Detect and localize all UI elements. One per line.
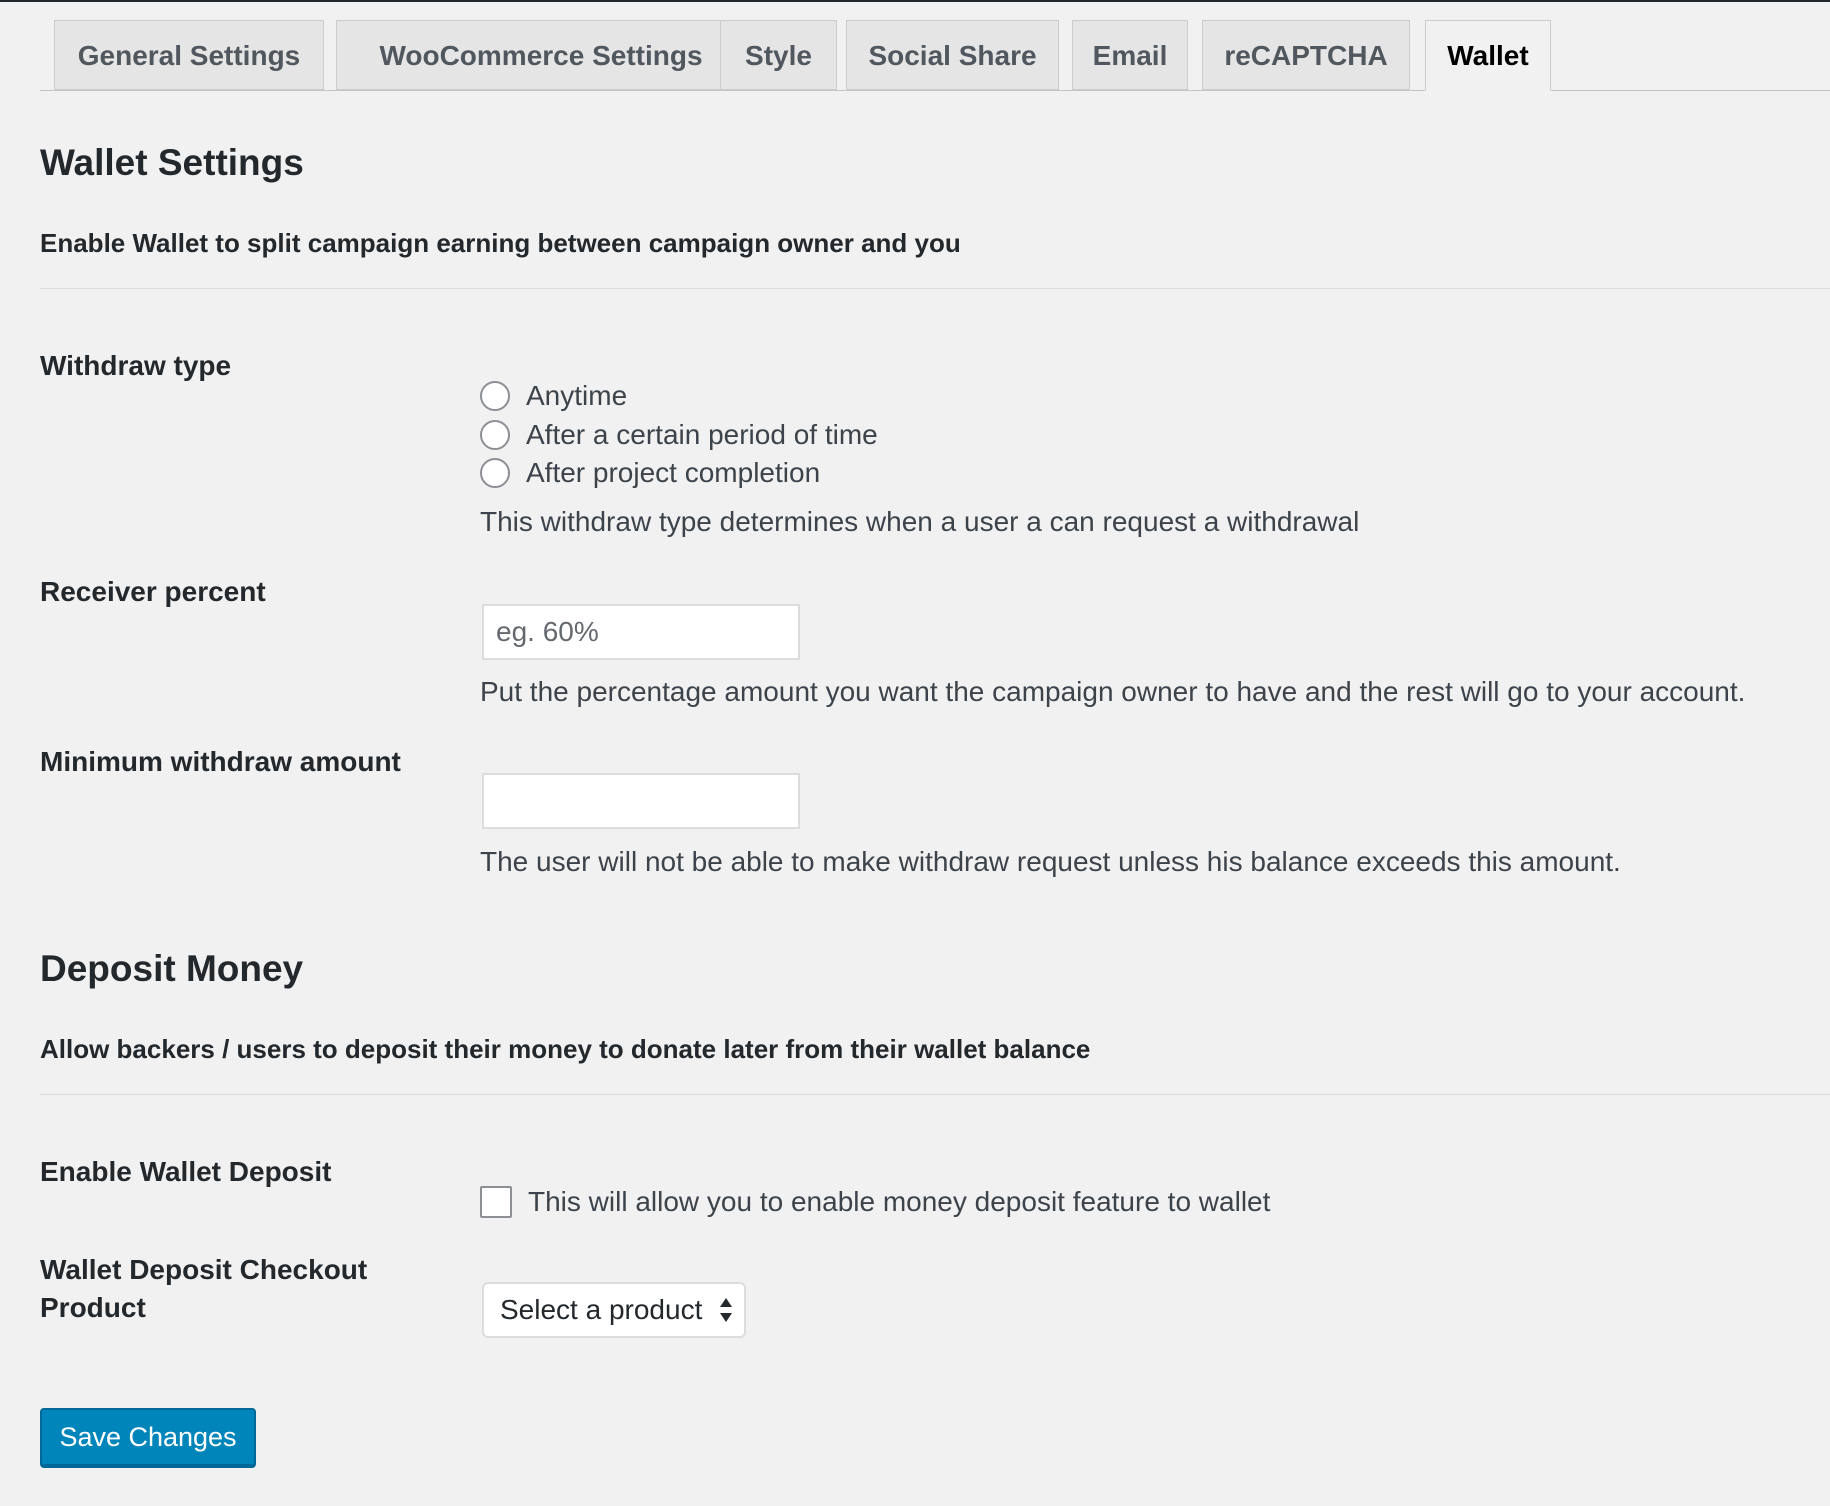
deposit-money-description: Allow backers / users to deposit their money to donate later from their wallet balance	[40, 1034, 1091, 1064]
minimum-withdraw-input[interactable]	[482, 773, 800, 829]
receiver-percent-placeholder: eg. 60%	[496, 616, 599, 647]
receiver-percent-label: Receiver percent	[40, 576, 266, 607]
tab-email[interactable]: Email	[1072, 20, 1188, 90]
radio-after-period[interactable]	[480, 417, 878, 453]
section-divider	[40, 288, 1830, 289]
receiver-percent-input[interactable]	[482, 604, 800, 660]
checkout-product-label	[40, 1251, 420, 1327]
radio-after-completion[interactable]	[480, 455, 820, 491]
tab-social-share[interactable]: Social Share	[846, 20, 1059, 90]
minimum-withdraw-label: Minimum withdraw amount	[40, 746, 401, 777]
tab-wallet[interactable]: Wallet	[1425, 20, 1551, 91]
enable-wallet-deposit-checkbox[interactable]	[480, 1186, 512, 1218]
wallet-settings-description: Enable Wallet to split campaign earning between campaign owner and you	[40, 228, 961, 258]
tab-general-settings[interactable]: General Settings	[54, 20, 324, 90]
save-changes-button[interactable]: Save Changes	[40, 1408, 256, 1466]
radio-label: Anytime	[526, 380, 628, 411]
minimum-withdraw-help: The user will not be able to make withdraw request unless his balance exceeds this amount.	[480, 846, 1621, 877]
up-down-arrows-icon	[718, 1296, 734, 1324]
checkbox-label: This will allow you to enable money deposit feature to wallet	[528, 1186, 1271, 1217]
tab-style[interactable]: Style	[720, 20, 837, 90]
deposit-money-title: Deposit Money	[40, 948, 304, 989]
checkout-product-label-line1: Wallet Deposit Checkout	[40, 1254, 368, 1285]
radio-button[interactable]	[480, 420, 510, 450]
checkout-product-label-line2: Product	[40, 1292, 146, 1323]
enable-wallet-deposit-option[interactable]	[480, 1184, 1270, 1220]
radio-label: After project completion	[526, 457, 821, 488]
section-divider	[40, 1094, 1830, 1095]
radio-label: After a certain period of time	[526, 419, 878, 450]
top-border	[0, 0, 1830, 2]
receiver-percent-help: Put the percentage amount you want the campaign owner to have and the rest will go to your account.	[480, 676, 1746, 707]
withdraw-type-help: This withdraw type determines when a user a can request a withdrawal	[480, 506, 1360, 537]
radio-button[interactable]	[480, 458, 510, 488]
enable-wallet-deposit-label: Enable Wallet Deposit	[40, 1156, 332, 1187]
settings-tabs	[40, 20, 1830, 90]
withdraw-type-label: Withdraw type	[40, 350, 232, 381]
checkout-product-select[interactable]	[482, 1282, 746, 1338]
tab-recaptcha[interactable]: reCAPTCHA	[1202, 20, 1410, 90]
radio-button[interactable]	[480, 381, 510, 411]
tab-woocommerce-settings[interactable]: WooCommerce Settings	[336, 20, 746, 90]
wallet-settings-title: Wallet Settings	[40, 142, 304, 183]
select-value: Select a product	[500, 1294, 703, 1325]
radio-anytime[interactable]	[480, 378, 627, 414]
